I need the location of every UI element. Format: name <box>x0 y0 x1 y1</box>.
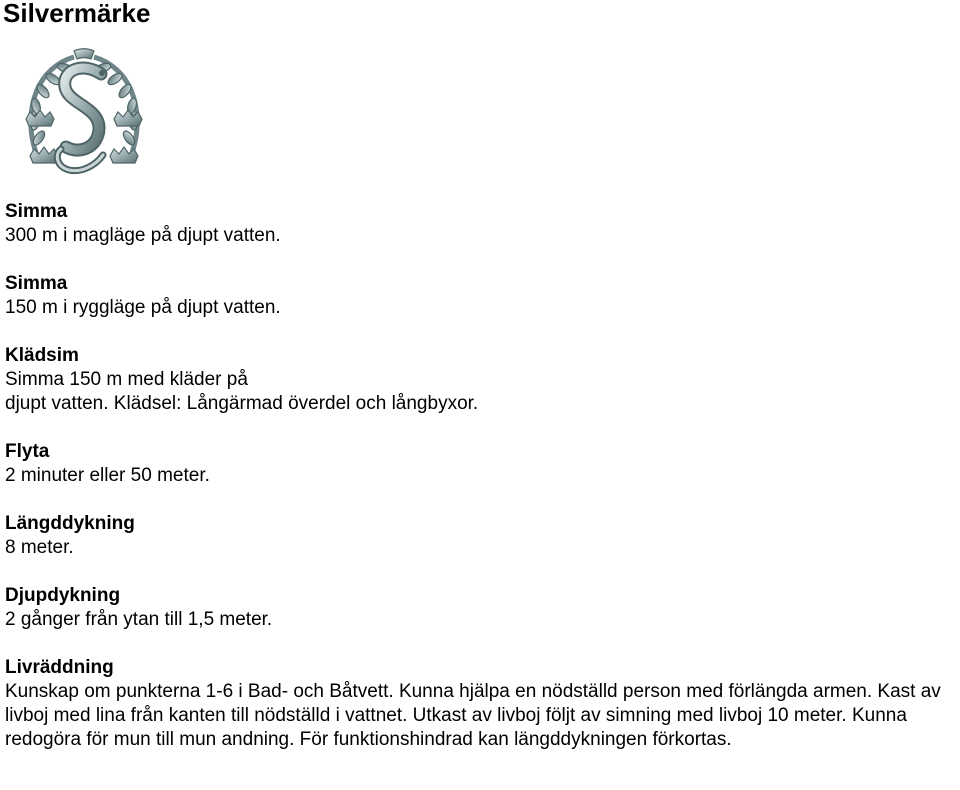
requirement-title: Simma <box>5 273 68 294</box>
page-title: Silvermärke <box>3 0 151 28</box>
swan-s-emblem <box>57 68 105 171</box>
requirement-float <box>5 440 957 488</box>
requirement-description: Kunskap om punkterna 1-6 i Bad- och Båtvett. Kunna hjälpa en nödställd person med förlängda armen. Kast av livboj med lina från kanten till nödställd i vattnet. Utkast av livboj följt av simning med livboj 10 meter. Kunna redogöra för mun till mun andning. För funktionshindrad kan längddykningen förkortas. <box>5 681 941 750</box>
requirement-title: Livräddning <box>5 657 114 678</box>
requirement-title: Flyta <box>5 441 50 462</box>
requirement-line: 150 m i ryggläge på djupt vatten. <box>5 297 281 318</box>
requirement-swim-back <box>5 272 957 320</box>
requirement-line: djupt vatten. Klädsel: Långärmad överdel och långbyxor. <box>5 393 479 414</box>
requirement-description <box>5 608 957 632</box>
requirement-title: Längddykning <box>5 513 135 534</box>
requirement-line: 2 minuter eller 50 meter. <box>5 465 210 486</box>
requirement-lifesaving <box>5 656 957 752</box>
requirement-line: Simma 150 m med kläder på <box>5 369 248 390</box>
requirement-line: 300 m i magläge på djupt vatten. <box>5 225 281 246</box>
requirement-description <box>5 368 957 416</box>
requirement-title: Djupdykning <box>5 585 121 606</box>
requirements-list <box>5 200 957 776</box>
requirement-depth-diving <box>5 584 957 632</box>
requirement-title: Klädsim <box>5 345 79 366</box>
requirement-swim-front <box>5 200 957 248</box>
requirement-description <box>5 296 957 320</box>
requirement-line: 2 gånger från ytan till 1,5 meter. <box>5 609 273 630</box>
requirement-title: Simma <box>5 201 68 222</box>
requirement-description <box>5 536 957 560</box>
requirement-description <box>5 224 957 248</box>
requirement-line: 8 meter. <box>5 537 74 558</box>
requirement-clothes-swimming <box>5 344 957 416</box>
requirement-distance-diving <box>5 512 957 560</box>
requirement-description <box>5 464 957 488</box>
silver-swim-badge-icon <box>22 44 146 184</box>
